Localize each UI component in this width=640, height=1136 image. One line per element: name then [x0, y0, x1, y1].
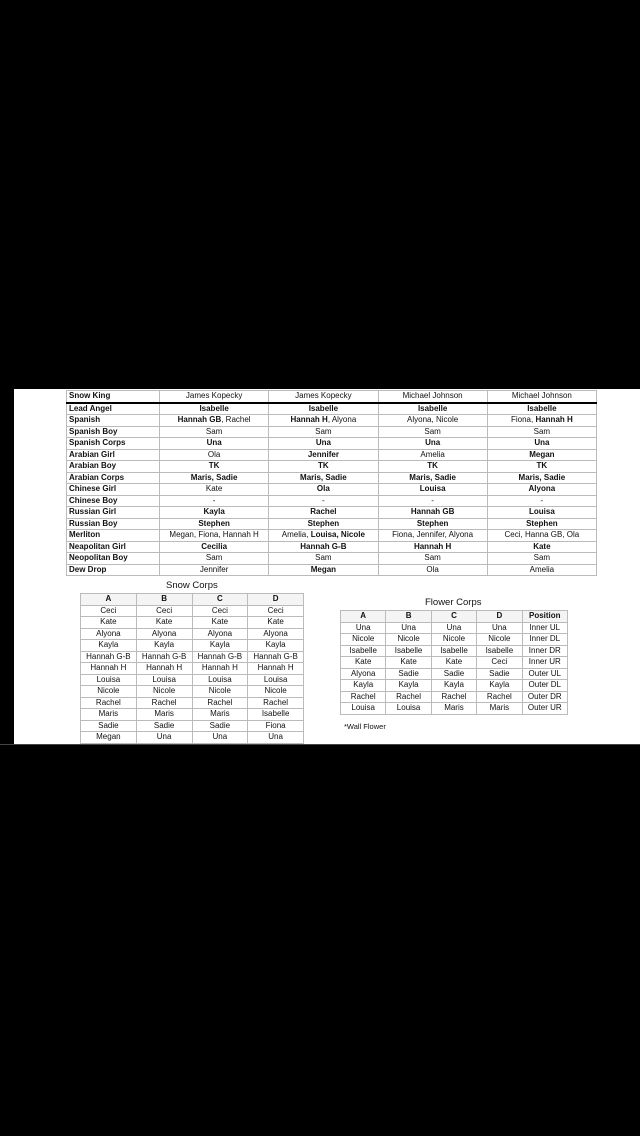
table-row [341, 622, 568, 634]
cast-row [67, 426, 597, 438]
cast-cell [269, 415, 378, 427]
table-cell: Louisa [248, 674, 304, 686]
table-cell: Sadie [431, 668, 476, 680]
table-cell: Maris [81, 709, 137, 721]
cast-cell [160, 426, 269, 438]
cast-cell [487, 495, 596, 507]
table-row [81, 674, 304, 686]
table-cell: Hannah H [136, 663, 192, 675]
cast-name: Una [425, 438, 441, 448]
role-cell: Snow King [67, 391, 160, 403]
role-cell: Spanish Corps [67, 438, 160, 450]
table-cell: Nicole [136, 686, 192, 698]
cast-cell [378, 553, 487, 565]
cast-name: Maris, Sadie [409, 472, 456, 482]
table-cell: Isabelle [248, 709, 304, 721]
table-cell: Nicole [341, 634, 386, 646]
cast-cell [487, 438, 596, 450]
cast-name: Fiona, Jennifer, Alyona [392, 530, 474, 540]
cast-name: Sam [315, 553, 332, 563]
cast-name: Maris, Sadie [190, 472, 238, 482]
cast-cell [160, 438, 269, 450]
cast-name: , Rachel [221, 415, 251, 425]
cast-cell [487, 484, 596, 496]
cast-cell [160, 518, 269, 530]
cast-name: - [431, 495, 434, 505]
table-cell: Isabelle [431, 645, 476, 657]
document-page [14, 389, 628, 744]
cast-row [67, 415, 597, 427]
cast-cell [269, 553, 378, 565]
table-cell: Ceci [136, 605, 192, 617]
cast-name: Una [206, 438, 222, 448]
cast-name: Ola [316, 484, 330, 494]
cast-name: Hannah GB [410, 507, 455, 517]
cast-cell [487, 403, 596, 415]
table-cell: Kate [81, 617, 137, 629]
cast-cell [487, 553, 596, 565]
flower-corps-title: Flower Corps [425, 597, 482, 608]
table-cell: Maris [136, 709, 192, 721]
cast-cell [160, 530, 269, 542]
cast-name: Megan, Fiona, Hannah H [169, 530, 259, 540]
cast-name: Isabelle [527, 403, 557, 413]
table-row [341, 634, 568, 646]
table-cell: Hannah H [192, 663, 248, 675]
table-cell: Kayla [136, 640, 192, 652]
cast-name: Hannah G-B [300, 541, 347, 551]
table-cell: Alyona [81, 628, 137, 640]
table-cell: Maris [192, 709, 248, 721]
table-cell: Kate [431, 657, 476, 669]
table-row [81, 697, 304, 709]
cast-name: Megan [310, 564, 337, 574]
table-cell: Megan [81, 732, 137, 744]
role-cell: Chinese Boy [67, 495, 160, 507]
table-row [81, 605, 304, 617]
column-header: D [477, 611, 522, 623]
table-row [341, 657, 568, 669]
cast-cell [487, 541, 596, 553]
table-cell: Sadie [477, 668, 522, 680]
cast-cell [378, 415, 487, 427]
cast-cell [269, 403, 378, 415]
cast-cell [487, 507, 596, 519]
cast-row [67, 553, 597, 565]
table-cell: Louisa [81, 674, 137, 686]
cast-cell [160, 461, 269, 473]
cast-name: Sam [205, 426, 223, 436]
cast-cell [160, 564, 269, 576]
cast-name: Kayla [203, 507, 225, 517]
table-cell: Alyona [341, 668, 386, 680]
table-cell: Una [192, 732, 248, 744]
table-cell: Outer DR [522, 691, 567, 703]
table-row [341, 668, 568, 680]
cast-name: Una [315, 438, 331, 448]
cast-name: Cecilia [201, 541, 228, 551]
table-cell: Kayla [192, 640, 248, 652]
table-cell: Isabelle [386, 645, 431, 657]
table-cell: Ceci [248, 605, 304, 617]
flower-corps-table [340, 610, 568, 715]
table-row [81, 663, 304, 675]
column-header: C [431, 611, 476, 623]
cast-cell [378, 530, 487, 542]
cast-name: Una [534, 438, 550, 448]
table-cell: Outer UR [522, 703, 567, 715]
table-cell: Una [477, 622, 522, 634]
role-cell: Arabian Girl [67, 449, 160, 461]
cast-name: Megan [529, 449, 555, 459]
cast-cell [160, 449, 269, 461]
cast-name: Sam [315, 426, 332, 436]
cast-cell [487, 564, 596, 576]
cast-name: Amelia [529, 564, 555, 574]
table-row [81, 709, 304, 721]
cast-cell [378, 461, 487, 473]
cast-cell [160, 495, 269, 507]
cast-name: Amelia [420, 449, 445, 459]
cast-name: - [212, 495, 216, 505]
cast-name: Sam [533, 553, 551, 563]
cast-cell [378, 426, 487, 438]
column-header: D [248, 594, 304, 606]
cast-cell [378, 484, 487, 496]
cast-name: Ceci, Hanna GB, Ola [504, 530, 580, 540]
cast-name: Isabelle [308, 403, 339, 413]
cast-name: TK [318, 461, 329, 471]
cast-cell [269, 564, 378, 576]
role-cell: Neopolitan Boy [67, 553, 160, 565]
cast-name: , Alyona [327, 415, 357, 425]
cast-name: Ola [426, 564, 439, 574]
table-cell: Sadie [81, 720, 137, 732]
cast-name: Stephen [307, 518, 340, 528]
role-cell: Spanish Boy [67, 426, 160, 438]
table-cell: Inner UR [522, 657, 567, 669]
cast-cell [269, 438, 378, 450]
divider [0, 744, 640, 745]
table-cell: Nicole [248, 686, 304, 698]
cast-cell [160, 403, 269, 415]
cast-cell [160, 507, 269, 519]
cast-name: Rachel [310, 507, 337, 517]
table-cell: Alyona [248, 628, 304, 640]
cast-name: Sam [533, 426, 551, 436]
cast-cell [269, 530, 378, 542]
table-cell: Kate [341, 657, 386, 669]
cast-cell [269, 495, 378, 507]
column-header: C [192, 594, 248, 606]
cast-name: Stephen [416, 518, 449, 528]
cast-name: James Kopecky [295, 391, 352, 401]
table-cell: Nicole [386, 634, 431, 646]
cast-name: TK [536, 461, 548, 471]
table-cell: Ceci [81, 605, 137, 617]
role-cell: Arabian Boy [67, 461, 160, 473]
table-cell: Rachel [81, 697, 137, 709]
role-cell: Merliton [67, 530, 160, 542]
table-row [81, 617, 304, 629]
table-row [341, 703, 568, 715]
cast-cell [487, 415, 596, 427]
cast-cell [378, 541, 487, 553]
cast-name: Louisa [419, 484, 446, 494]
table-cell: Kayla [431, 680, 476, 692]
cast-name: Louisa, Nicole [310, 530, 365, 540]
cast-row [67, 472, 597, 484]
table-row [341, 691, 568, 703]
cast-cell [378, 472, 487, 484]
table-row [341, 680, 568, 692]
cast-cell [487, 530, 596, 542]
table-cell: Rachel [477, 691, 522, 703]
cast-name: Maris, Sadie [300, 472, 347, 482]
cast-name: Michael Johnson [402, 391, 463, 401]
cast-name: Hannah H [413, 541, 452, 551]
table-cell: Isabelle [341, 645, 386, 657]
cast-cell [487, 472, 596, 484]
cast-cell [487, 391, 596, 403]
cast-name: Sam [205, 553, 223, 563]
cast-cell [269, 391, 378, 403]
table-cell: Rachel [386, 691, 431, 703]
table-cell: Kate [192, 617, 248, 629]
table-cell: Sadie [192, 720, 248, 732]
table-cell: Ceci [477, 657, 522, 669]
cast-cell [378, 564, 487, 576]
cast-row [67, 541, 597, 553]
role-cell: Neapolitan Girl [67, 541, 160, 553]
cast-name: Maris, Sadie [518, 472, 566, 482]
table-cell: Kayla [386, 680, 431, 692]
cast-cell [269, 518, 378, 530]
cast-name: James Kopecky [185, 391, 243, 401]
snow-corps-title: Snow Corps [166, 580, 218, 591]
cast-cell [378, 495, 487, 507]
page-edge [628, 389, 640, 744]
cast-row [67, 438, 597, 450]
role-cell: Spanish [67, 415, 160, 427]
role-cell: Russian Girl [67, 507, 160, 519]
cast-name: TK [427, 461, 438, 471]
cast-cell [160, 484, 269, 496]
table-cell: Kate [386, 657, 431, 669]
table-cell: Sadie [386, 668, 431, 680]
table-row [81, 628, 304, 640]
cast-name: Louisa [528, 507, 555, 517]
cast-name: Sam [424, 426, 441, 436]
table-cell: Outer DL [522, 680, 567, 692]
column-header: B [386, 611, 431, 623]
table-row [81, 686, 304, 698]
table-cell: Rachel [192, 697, 248, 709]
cast-table [66, 390, 597, 576]
snow-corps-table [80, 593, 304, 744]
cast-name: Hannah H [290, 415, 328, 425]
cast-name: TK [208, 461, 220, 471]
cast-cell [269, 426, 378, 438]
cast-name: Alyona [528, 484, 556, 494]
cast-row [67, 564, 597, 576]
cast-row [67, 391, 597, 403]
table-cell: Louisa [386, 703, 431, 715]
table-cell: Kayla [248, 640, 304, 652]
cast-cell [487, 449, 596, 461]
cast-name: Jennifer [307, 449, 339, 459]
table-cell: Una [341, 622, 386, 634]
cast-cell [378, 403, 487, 415]
table-cell: Inner DR [522, 645, 567, 657]
table-cell: Alyona [136, 628, 192, 640]
column-header: A [81, 594, 137, 606]
table-cell: Alyona [192, 628, 248, 640]
cast-row [67, 461, 597, 473]
table-cell: Ceci [192, 605, 248, 617]
cast-cell [160, 553, 269, 565]
cast-row [67, 484, 597, 496]
cast-cell [378, 507, 487, 519]
table-cell: Kayla [81, 640, 137, 652]
cast-cell [378, 391, 487, 403]
cast-name: Kate [533, 541, 551, 551]
table-cell: Kayla [477, 680, 522, 692]
cast-cell [269, 484, 378, 496]
table-cell: Louisa [192, 674, 248, 686]
table-cell: Una [386, 622, 431, 634]
cast-cell [269, 541, 378, 553]
column-header: A [341, 611, 386, 623]
cast-cell [378, 449, 487, 461]
table-cell: Inner UL [522, 622, 567, 634]
table-row [81, 651, 304, 663]
cast-row [67, 530, 597, 542]
cast-name: Amelia, [281, 530, 311, 540]
table-cell: Maris [431, 703, 476, 715]
cast-name: - [322, 495, 325, 505]
table-cell: Maris [477, 703, 522, 715]
table-cell: Rachel [248, 697, 304, 709]
table-cell: Hannah G-B [192, 651, 248, 663]
column-header: B [136, 594, 192, 606]
cast-name: Fiona, [510, 415, 536, 425]
cast-row [67, 449, 597, 461]
table-cell: Kate [248, 617, 304, 629]
cast-cell [487, 461, 596, 473]
table-cell: Hannah G-B [136, 651, 192, 663]
table-cell: Sadie [136, 720, 192, 732]
table-cell: Una [431, 622, 476, 634]
cast-name: - [540, 495, 544, 505]
table-cell: Rachel [136, 697, 192, 709]
role-cell: Russian Boy [67, 518, 160, 530]
cast-name: Isabelle [417, 403, 448, 413]
cast-row [67, 518, 597, 530]
role-cell: Dew Drop [67, 564, 160, 576]
table-cell: Outer UL [522, 668, 567, 680]
cast-cell [160, 541, 269, 553]
cast-cell [160, 391, 269, 403]
cast-name: Alyona, Nicole [407, 415, 459, 425]
footnote: *Wall Flower [344, 722, 386, 731]
table-cell: Una [248, 732, 304, 744]
table-cell: Isabelle [477, 645, 522, 657]
table-cell: Hannah H [248, 663, 304, 675]
table-cell: Rachel [341, 691, 386, 703]
table-cell: Una [136, 732, 192, 744]
cast-row [67, 495, 597, 507]
table-cell: Kate [136, 617, 192, 629]
column-header: Position [522, 611, 567, 623]
cast-cell [269, 472, 378, 484]
cast-cell [160, 415, 269, 427]
table-cell: Louisa [136, 674, 192, 686]
cast-row [67, 403, 597, 415]
table-cell: Hannah G-B [248, 651, 304, 663]
cast-name: Michael Johnson [511, 391, 572, 401]
table-row [341, 645, 568, 657]
cast-name: Stephen [198, 518, 230, 528]
table-cell: Nicole [192, 686, 248, 698]
cast-name: Sam [424, 553, 441, 563]
cast-cell [378, 438, 487, 450]
role-cell: Arabian Corps [67, 472, 160, 484]
table-cell: Nicole [431, 634, 476, 646]
cast-name: Hannah GB [177, 415, 222, 425]
cast-name: Kate [205, 484, 223, 494]
cast-name: Hannah H [535, 415, 573, 425]
cast-name: Jennifer [199, 564, 229, 574]
table-cell: Inner DL [522, 634, 567, 646]
table-row [81, 640, 304, 652]
role-cell: Lead Angel [67, 403, 160, 415]
table-cell: Kayla [341, 680, 386, 692]
table-cell: Louisa [341, 703, 386, 715]
table-cell: Hannah G-B [81, 651, 137, 663]
table-cell: Fiona [248, 720, 304, 732]
table-row [81, 732, 304, 744]
table-cell: Nicole [81, 686, 137, 698]
cast-cell [269, 507, 378, 519]
cast-name: Isabelle [199, 403, 229, 413]
cast-cell [160, 472, 269, 484]
cast-name: Stephen [526, 518, 558, 528]
cast-name: Ola [207, 449, 221, 459]
cast-row [67, 507, 597, 519]
cast-cell [269, 449, 378, 461]
cast-cell [378, 518, 487, 530]
table-cell: Rachel [431, 691, 476, 703]
table-cell: Nicole [477, 634, 522, 646]
cast-cell [487, 426, 596, 438]
role-cell: Chinese Girl [67, 484, 160, 496]
table-cell: Hannah H [81, 663, 137, 675]
cast-cell [269, 461, 378, 473]
cast-cell [487, 518, 596, 530]
table-row [81, 720, 304, 732]
